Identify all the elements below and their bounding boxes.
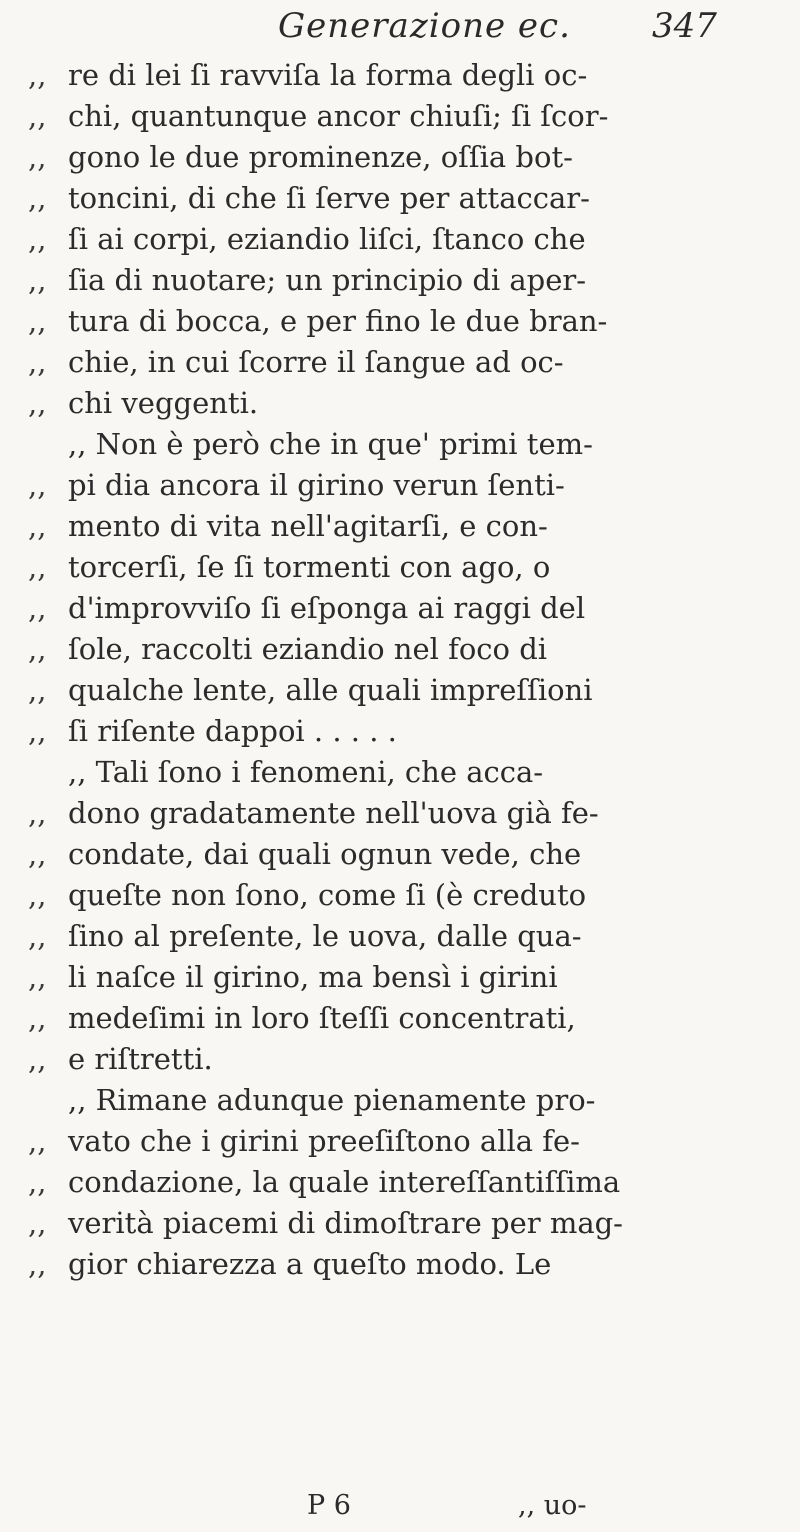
line-text: ſole, raccolti eziandio nel foco di [68,632,548,666]
line-text: dono gradatamente nell'uova già fe- [68,796,599,830]
line-text: re di lei ſi ravviſa la forma degli oc- [68,58,588,92]
line-text: ,, Rimane adunque pienamente pro- [68,1083,596,1117]
line-text: ſino al preſente, le uova, dalle qua- [68,919,582,953]
line-text: gior chiarezza a queſto modo. Le [68,1247,552,1281]
line-text: qualche lente, alle quali impreſſioni [68,673,593,707]
quotation-mark: ,, [28,714,47,748]
text-line [28,1121,788,1162]
quotation-mark [28,1080,68,1121]
line-text: d'improvviſo ſi eſponga ai raggi del [68,591,586,625]
running-head [0,6,800,62]
body-text [28,55,788,1285]
quotation-mark: ,, [28,1001,47,1035]
text-line [28,465,788,506]
quotation-mark: ,, [28,222,47,256]
text-line [28,1039,788,1080]
text-line [28,793,788,834]
quotation-mark: ,, [28,1124,47,1158]
line-text: tura di bocca, e per fino le due bran- [68,304,608,338]
running-title: Generazione ec. [278,6,571,46]
quotation-mark: ,, [28,919,47,953]
line-text: pi dia ancora il girino verun ſenti- [68,468,565,502]
line-text: verità piacemi di dimoſtrare per mag- [68,1206,623,1240]
line-text: chie, in cui ſcorre il ſangue ad oc- [68,345,564,379]
quotation-mark: ,, [28,58,47,92]
text-line [28,1203,788,1244]
line-text: chi, quantunque ancor chiuſi; ſi ſcor- [68,99,609,133]
line-text: gono le due prominenze, oſſia bot- [68,140,573,174]
quotation-mark: ,, [28,796,47,830]
text-line [28,96,788,137]
line-text: mento di vita nell'agitarſi, e con- [68,509,548,543]
text-line [28,875,788,916]
line-text: ſia di nuotare; un principio di aper- [68,263,587,297]
quotation-mark: ,, [28,304,47,338]
quotation-mark: ,, [28,468,47,502]
text-line [28,55,788,96]
text-line [28,957,788,998]
quotation-mark: ,, [28,960,47,994]
quotation-mark: ,, [28,673,47,707]
line-text: condazione, la quale intereſſantiſſima [68,1165,621,1199]
quotation-mark: ,, [28,1042,47,1076]
quotation-mark: ,, [28,263,47,297]
text-line [28,547,788,588]
line-text: toncini, di che ſi ſerve per attaccar- [68,181,590,215]
text-line [28,1162,788,1203]
quotation-mark: ,, [28,509,47,543]
line-text: torcerſi, ſe ſi tormenti con ago, o [68,550,551,584]
line-text: e riſtretti. [68,1042,213,1076]
quotation-mark [28,752,68,793]
quotation-mark: ,, [28,632,47,666]
quotation-mark: ,, [28,99,47,133]
quotation-mark: ,, [28,837,47,871]
quotation-mark: ,, [28,591,47,625]
quotation-mark [28,424,68,465]
page-footer [0,1490,800,1530]
text-line [28,506,788,547]
quotation-mark: ,, [28,181,47,215]
text-line [28,301,788,342]
text-line [28,916,788,957]
text-line [28,711,788,752]
line-text: condate, dai quali ognun vede, che [68,837,582,871]
quotation-mark: ,, [28,1206,47,1240]
line-text: medeſimi in loro ſteſſi concentrati, [68,1001,576,1035]
quotation-mark: ,, [28,386,47,420]
text-line [28,137,788,178]
quotation-mark: ,, [28,1247,47,1281]
quotation-mark: ,, [28,550,47,584]
line-text: queſte non ſono, come ſi (è creduto [68,878,587,912]
text-line [28,629,788,670]
text-line [28,588,788,629]
text-line [28,834,788,875]
page-number: 347 [652,6,717,46]
quotation-mark: ,, [28,1165,47,1199]
text-line [28,260,788,301]
catchword: ,, uo- [518,1490,587,1521]
quotation-mark: ,, [28,878,47,912]
text-line [28,219,788,260]
text-line [28,178,788,219]
line-text: li naſce il girino, ma bensì i girini [68,960,558,994]
quotation-mark: ,, [28,140,47,174]
text-line [28,1080,788,1121]
line-text: vato che i girini preeſiſtono alla fe- [68,1124,580,1158]
line-text: ſi riſente dappoi . . . . . [68,714,397,748]
text-line [28,752,788,793]
text-line [28,342,788,383]
quotation-mark: ,, [28,345,47,379]
line-text: ,, Tali ſono i fenomeni, che acca- [68,755,544,789]
text-line [28,670,788,711]
line-text: ſi ai corpi, eziandio liſci, ſtanco che [68,222,586,256]
line-text: ,, Non è però che in que' primi tem- [68,427,593,461]
text-line [28,1244,788,1285]
text-line [28,383,788,424]
text-line [28,424,788,465]
signature-mark: P 6 [307,1490,351,1521]
line-text: chi veggenti. [68,386,259,420]
text-line [28,998,788,1039]
